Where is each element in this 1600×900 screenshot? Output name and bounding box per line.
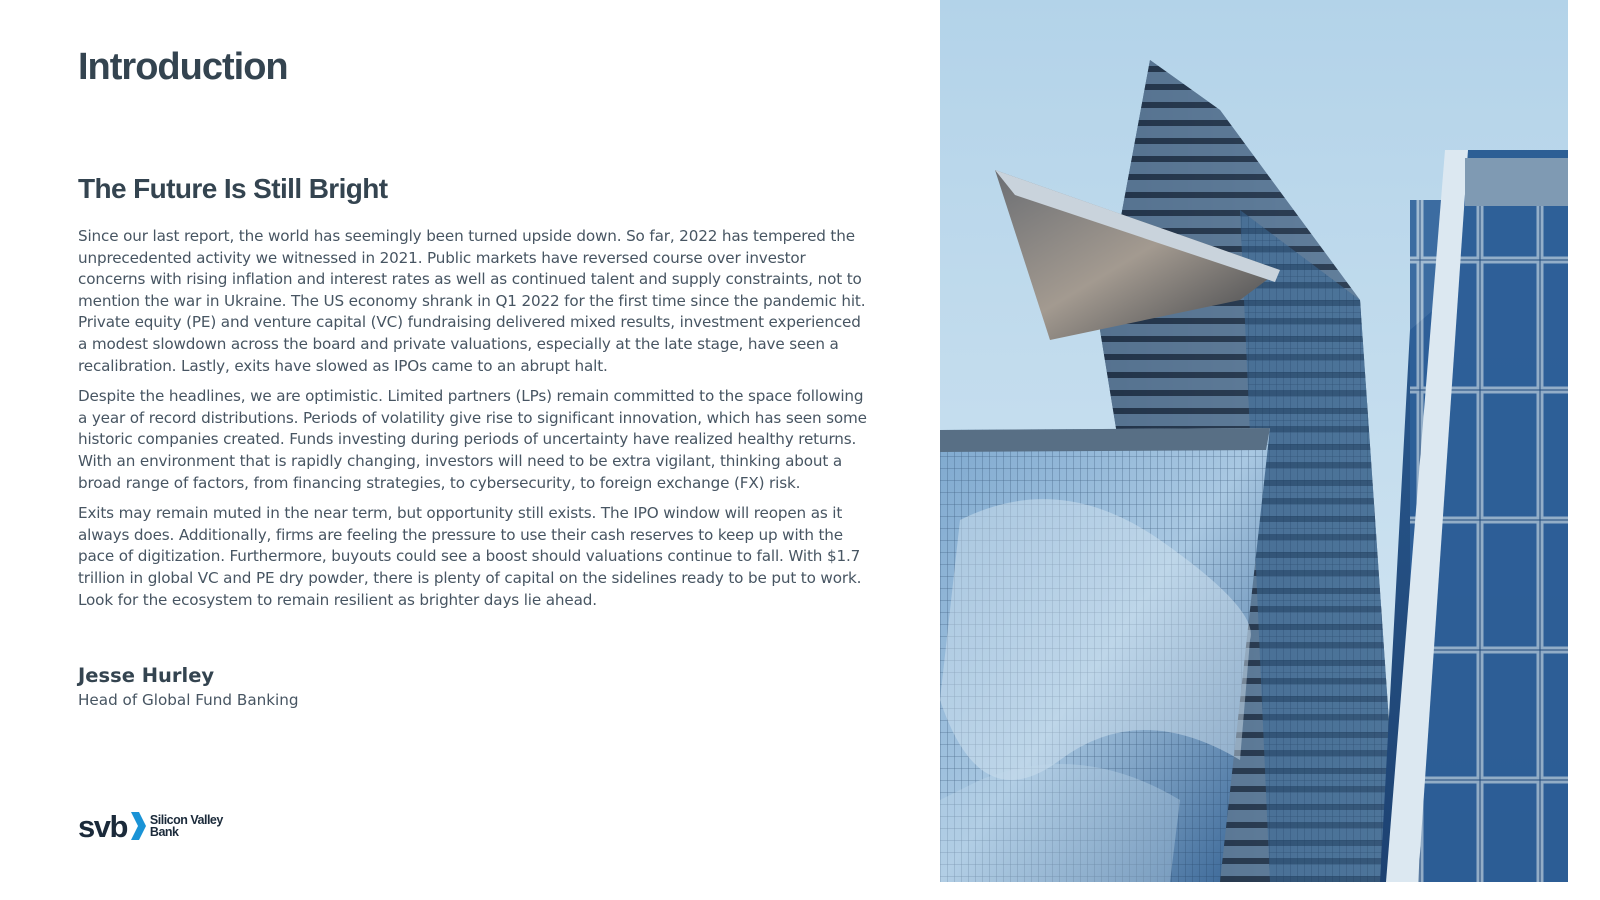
paragraph-3: Exits may remain muted in the near term, but opportunity still exists. The IPO window will reopen as it always does. Additionally, firms are feeling the pressure to use their cash reserves to keep up with the pace of digitization. Furthermore, buyouts could see a boost should valuations continue to fall. With $1.7 trillion in global VC and PE dry powder, there is plenty of capital on the sidelines ready to be put to work. Look for the ecosystem to remain resilient as brighter days lie ahead. bbox=[78, 504, 862, 609]
body-text bbox=[78, 226, 868, 620]
paragraph-2: Despite the headlines, we are optimistic. Limited partners (LPs) remain committed to the space following a year of record distributions. Periods of volatility give rise to significant innovation, which has seen some historic companies created. Funds investing during periods of uncertainty have realized healthy returns. With an environment that is rapidly changing, investors will need to be extra vigilant, thinking about a broad range of factors, from financing strategies, to cybersecurity, to foreign exchange (FX) risk. bbox=[78, 387, 867, 492]
chevron-right-icon bbox=[129, 810, 147, 842]
logo-line-1: Silicon Valley bbox=[149, 813, 223, 827]
author-role: Head of Global Fund Banking bbox=[78, 691, 299, 709]
skyscraper-illustration bbox=[940, 0, 1568, 882]
logo-wordmark bbox=[150, 814, 223, 838]
author-name: Jesse Hurley bbox=[78, 664, 215, 687]
skyscraper-photo bbox=[940, 0, 1568, 882]
paragraph-1: Since our last report, the world has seemingly been turned upside down. So far, 2022 has tempered the unprecedented activity we witnessed in 2021. Public markets have reversed course over investor concerns with rising inflation and interest rates as well as continued talent and supply constraints, not to mention the war in Ukraine. The US economy shrank in Q1 2022 for the first time since the pandemic hit. Private equity (PE) and venture capital (VC) fundraising delivered mixed results, investment experienced a modest slowdown across the board and private valuations, especially at the late stage, have seen a recalibration. Lastly, exits have slowed as IPOs came to an abrupt halt. bbox=[78, 227, 866, 375]
page-title: Introduction bbox=[78, 46, 288, 88]
svb-logo bbox=[78, 808, 223, 844]
logo-mark: svb bbox=[78, 808, 127, 844]
section-title: The Future Is Still Bright bbox=[78, 173, 388, 204]
logo-line-2: Bank bbox=[149, 825, 179, 839]
